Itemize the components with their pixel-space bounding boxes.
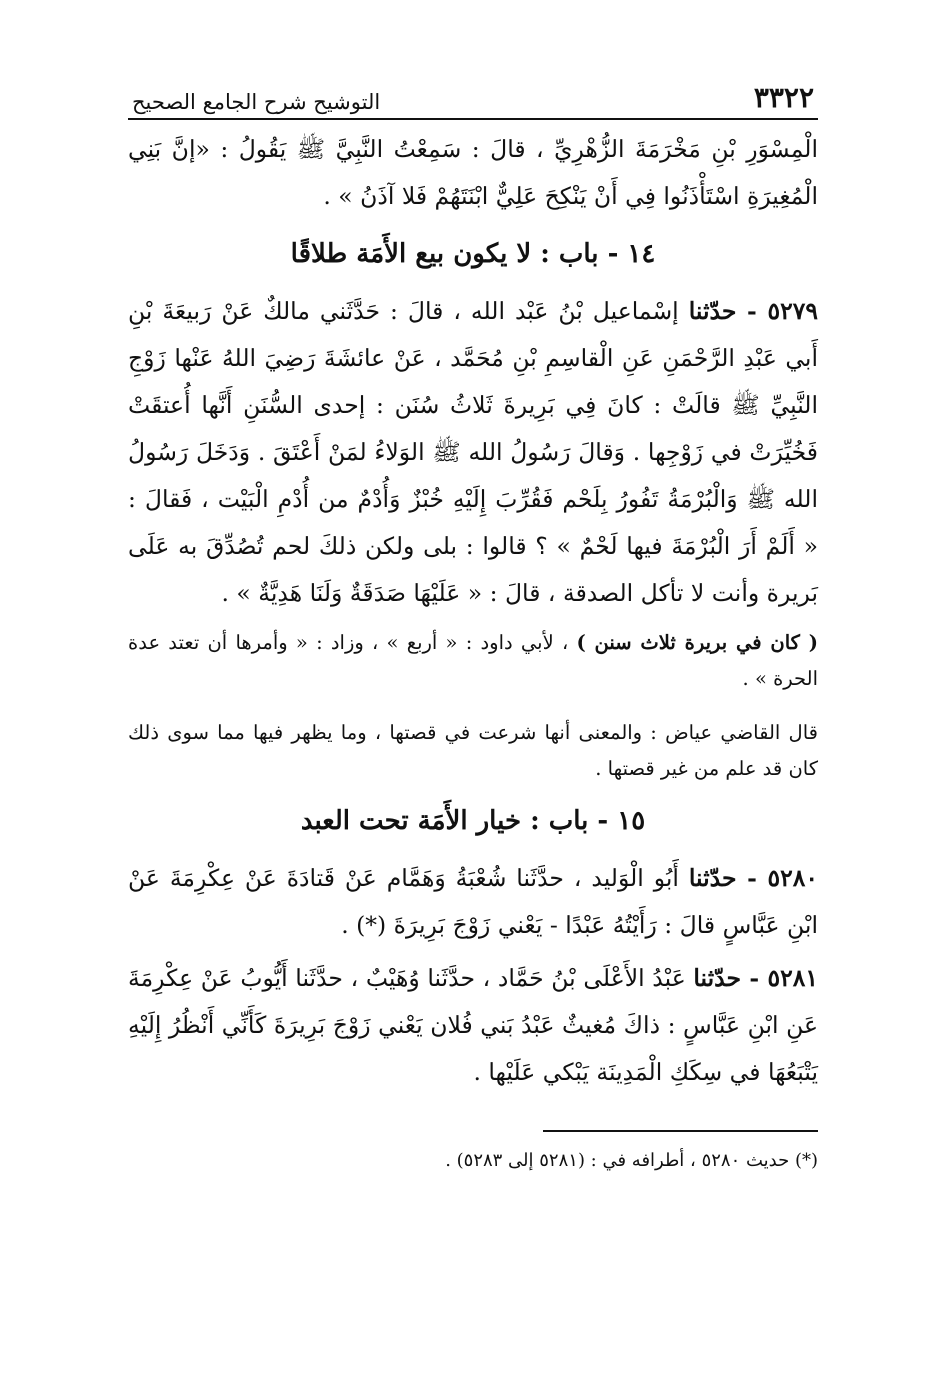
- hadith-5279-text: إسْماعيل بْنُ عَبْد الله ، قالَ : حَدَّثَني مالكٌ عَنْ رَبيعَةَ بْنِ أَبي عَبْدِ الرَّحْمَنِ عَنِ الْقاسِمِ بْنِ مُحَمَّد ، عَنْ عائشَةَ رَضِيَ اللهُ عَنْها زَوْجِ النَّبِيِّ ﷺ قالَتْ : كانَ فِي بَرِيرةَ ثَلاثُ سُنَن : إحدى السُّنَنِ أَنَّها أُعتقَتْ فَخُيِّرَتْ في زَوْجِها . وَقالَ رَسُولُ الله ﷺ الوَلاءُ لمَنْ أَعْتَقَ . وَدَخَلَ رَسُولُ الله ﷺ وَالْبُرْمَةُ تَفُورُ بِلَحْم فَقُرِّبَ إِلَيْهِ خُبْزٌ وَأُدْمٌ من أُدْمِ الْبَيْت ، فَقالَ : « أَلَمْ أَرَ الْبُرْمَةَ فيها لَحْمٌ » ؟ قالوا : بلى ولكن ذلكَ لحم تُصُدِّقَ به عَلَى بَريرة وأنت لا تأكل الصدقة ، قالَ : « عَلَيْهَا صَدَقَةٌ وَلَنَا هَدِيَّةٌ » .: [128, 297, 818, 607]
- page-header: [128, 70, 818, 120]
- chapter-heading-14: ١٤ - باب : لا يكون بيع الأَمَة طلاقًا: [290, 239, 656, 269]
- hadith-5280-text: أَبُو الْوَليد ، حدَّثَنا شُعْبَةُ وَهَمَّام عَنْ قَتادَةَ عَنْ عِكْرِمَةَ عَنْ ابْنِ عَبَّاسٍ قالَ : رَأَيْتُهُ عَبْدًا - يَعْني زَوْجَ بَرِيرَةَ (*) .: [128, 864, 818, 939]
- hadith-5280: [128, 855, 818, 949]
- hadith-5281-lead: ٥٢٨١ - حدّثنا: [693, 964, 818, 992]
- commentary-qadi-iyad: قال القاضي عياض : والمعنى أنها شرعت في قصتها ، وما يظهر فيها مما سوى ذلك كان قد علم من غير قصتها .: [128, 721, 818, 780]
- commentary-abu-dawud: [128, 625, 818, 697]
- intro-paragraph: الْمِسْوَرِ بْنِ مَخْرَمَةَ الزُّهْرِيِّ ، قالَ : سَمِعْتُ النَّبِيَّ ﷺ يَقُولُ : «إنَّ بَنِي الْمُغِيرَةِ اسْتَأْذَنُوا فِي أَنْ يَنْكِحَ عَلِيٌّ ابْنَتَهُمْ فَلا آذَنُ » .: [128, 135, 818, 210]
- commentary-text: ، لأبي داود : « أربع » ، وزاد : « وأمرها أن تعتد عدة الحرة » .: [128, 631, 818, 690]
- footnote: (*) حديث ٥٢٨٠ ، أطرافه في : (٥٢٨١ إلى ٥٢٨٣) .: [445, 1150, 818, 1171]
- hadith-5281: [128, 955, 818, 1096]
- page-number: ٣٣٢٢: [753, 81, 814, 114]
- commentary-quote: ( كان في بريرة ثلاث سنن ): [576, 631, 819, 654]
- hadith-5280-lead: ٥٢٨٠ - حدّثنا: [688, 864, 818, 892]
- hadith-5279-lead: ٥٢٧٩ - حدّثنا: [688, 297, 818, 325]
- hadith-5281-text: عَبْدُ الأَعْلَى بْنُ حَمَّاد ، حدَّثَنا وُهَيْبٌ ، حدَّثَنا أَيُّوبُ عَنْ عِكْرِمَةَ عَنِ ابْنِ عَبَّاسٍ : ذاكَ مُغيثٌ عَبْدُ بَني فُلان يَعْني زَوْجَ بَرِيرَةَ كَأَنِّي أَنْظُرُ إِلَيْهِ يَتْبَعُهَا في سِكَكِ الْمَدِينَة يَبْكي عَلَيْها .: [128, 964, 818, 1086]
- running-title: التوشيح شرح الجامع الصحيح: [132, 90, 381, 114]
- book-page: [128, 70, 818, 1176]
- footnote-divider: [543, 1130, 818, 1132]
- chapter-heading-15: ١٥ - باب : خيار الأَمَة تحت العبد: [300, 806, 646, 836]
- hadith-5279: [128, 288, 818, 617]
